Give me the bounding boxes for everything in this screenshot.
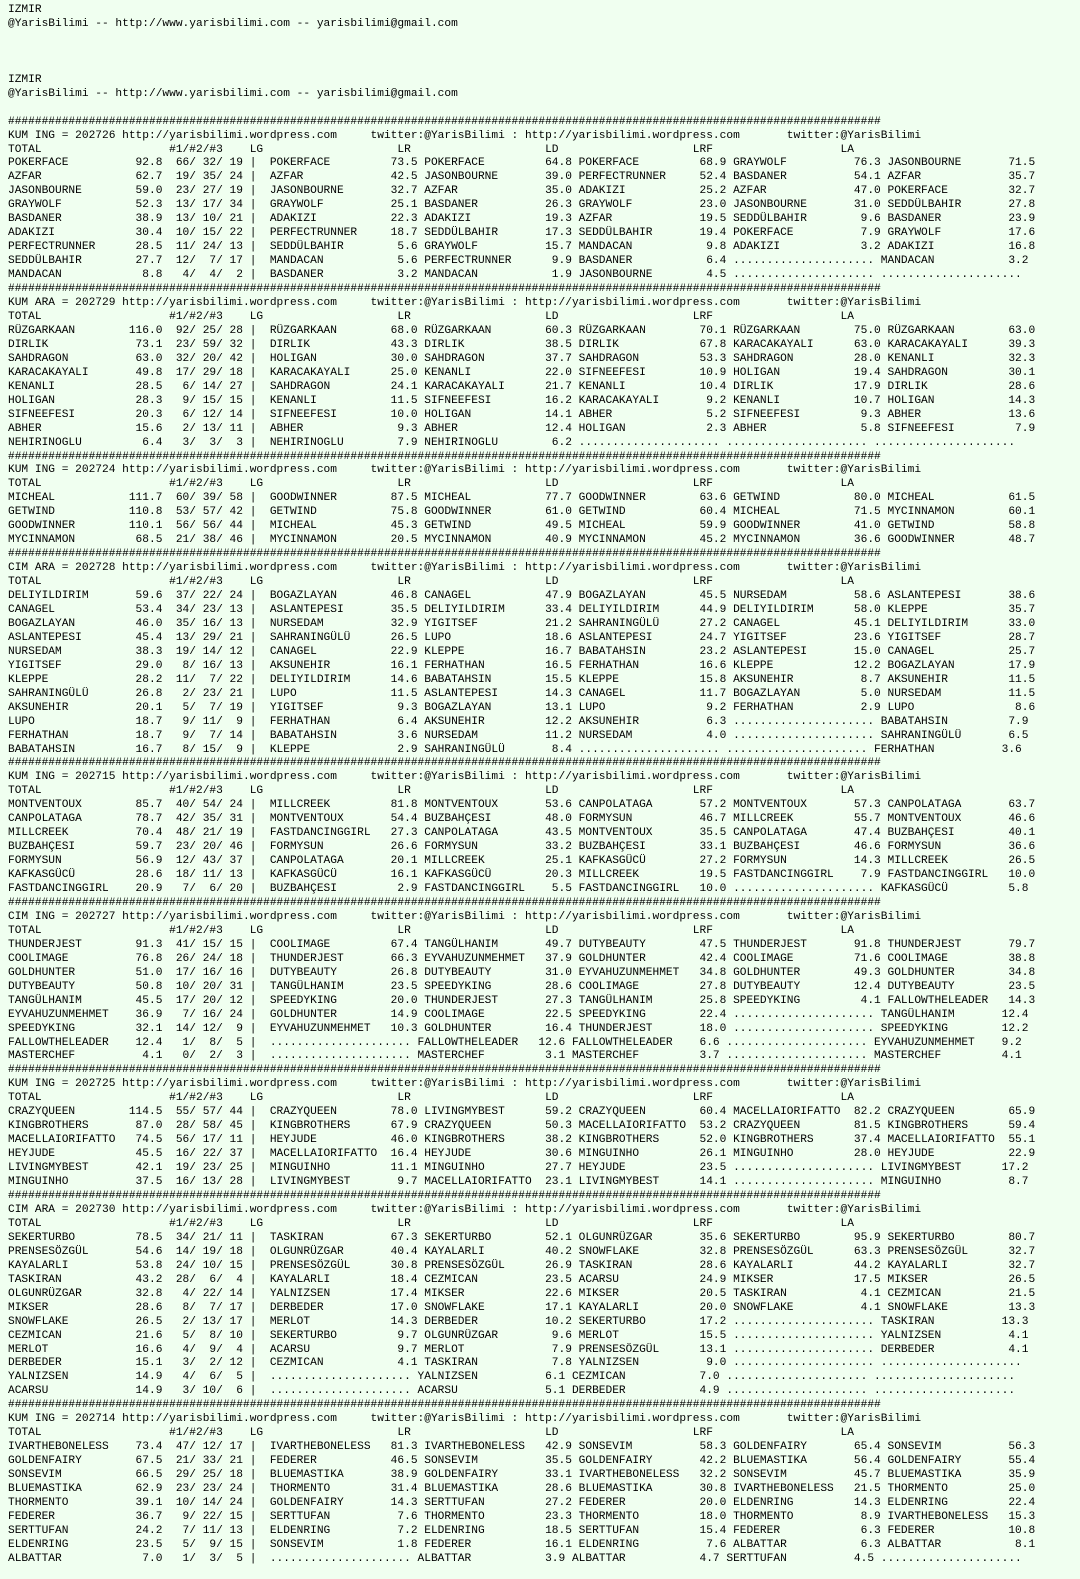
result-row: KENANLI 28.5 6/ 14/ 27 | SAHDRAGON 24.1 KARACAKAYALI 21.7 KENANLI 10.4 DIRLIK 17.9 DIRLIK 28.6 [8,380,1036,393]
result-row: SONSEVIM 66.5 29/ 25/ 18 | BLUEMASTIKA 38.9 GOLDENFAIRY 33.1 IVARTHEBONELESS 32.2 SONSEVIM 45.7 BLUEMASTIKA 35.9 [8,1469,1036,1482]
result-row: THUNDERJEST 91.3 41/ 15/ 15 | COOLIMAGE 67.4 TANGÜLHANIM 49.7 DUTYBEAUTY 47.5 THUNDERJEST 91.8 THUNDERJEST 79.7 [8,938,1036,951]
result-row: CANAGEL 53.4 34/ 23/ 13 | ASLANTEPESI 35.5 DELIYILDIRIM 33.4 DELIYILDIRIM 44.9 DELIYILDIRIM 58.0 KLEPPE 35.7 [8,603,1036,616]
result-row: ELDENRING 23.5 5/ 9/ 15 | SONSEVIM 1.8 FEDERER 16.1 ELDENRING 7.6 ALBATTAR 6.3 ALBATTAR 8.1 [8,1538,1036,1551]
result-row: GRAYWOLF 52.3 13/ 17/ 34 | GRAYWOLF 25.1 BASDANER 26.3 GRAYWOLF 23.0 JASONBOURNE 31.0 SEDDÜLBAHIR 27.8 [8,199,1036,212]
result-row: ACARSU 14.9 3/ 10/ 6 | ..................... ACARSU 5.1 DERBEDER 4.9 ..................... ..................... [8,1385,1016,1398]
column-header-row: TOTAL #1/#2/#3 LG LR LD LRF LA [8,1427,854,1440]
result-row: YALNIZSEN 14.9 4/ 6/ 5 | ..................... YALNIZSEN 6.1 CEZMICAN 7.0 ..................... ..................... [8,1371,1016,1384]
result-row: HEYJUDE 45.5 16/ 22/ 37 | MACELLAIORIFATTO 16.4 HEYJUDE 30.6 MINGUINHO 26.1 MINGUINHO 28.0 HEYJUDE 22.9 [8,1148,1036,1161]
result-row: ADAKIZI 30.4 10/ 15/ 22 | PERFECTRUNNER 18.7 SEDDÜLBAHIR 17.3 SEDDÜLBAHIR 19.4 POKERFACE 7.9 GRAYWOLF 17.6 [8,227,1036,240]
result-row: MONTVENTOUX 85.7 40/ 54/ 24 | MILLCREEK 81.8 MONTVENTOUX 53.6 CANPOLATAGA 57.2 MONTVENTOUX 57.3 CANPOLATAGA 63.7 [8,799,1036,812]
column-header-row: TOTAL #1/#2/#3 LG LR LD LRF LA [8,143,854,156]
result-row: FASTDANCINGGIRL 20.9 7/ 6/ 20 | BUZBAHÇESI 2.9 FASTDANCINGGIRL 5.5 FASTDANCINGGIRL 10.0 ..................... KAFKASGÜCÜ 5.8 [8,883,1029,896]
result-row: TANGÜLHANIM 45.5 17/ 20/ 12 | SPEEDYKING 20.0 THUNDERJEST 27.3 TANGÜLHANIM 25.8 SPEEDYKING 4.1 FALLOWTHELEADER 14.3 [8,994,1036,1007]
result-row: CANPOLATAGA 78.7 42/ 35/ 31 | MONTVENTOUX 54.4 BUZBAHÇESI 48.0 FORMYSUN 46.7 MILLCREEK 55.7 MONTVENTOUX 46.6 [8,813,1036,826]
result-row: KAYALARLI 53.8 24/ 10/ 15 | PRENSESÖZGÜL 30.8 PRENSESÖZGÜL 26.9 TASKIRAN 28.6 KAYALARLI 44.2 KAYALARLI 32.7 [8,1259,1036,1272]
header-contact: @YarisBilimi -- http://www.yarisbilimi.com -- yarisbilimi@gmail.com [8,17,458,30]
result-row: MINGUINHO 37.5 16/ 13/ 28 | LIVINGMYBEST 9.7 MACELLAIORIFATTO 23.1 LIVINGMYBEST 14.1 ..................... MINGUINHO 8.7 [8,1176,1029,1189]
result-row: GETWIND 110.8 53/ 57/ 42 | GETWIND 75.8 GOODWINNER 61.0 GETWIND 60.4 MICHEAL 71.5 MYCINNAMON 60.1 [8,506,1036,519]
blank-line [8,32,1080,46]
result-row: MERLOT 16.6 4/ 9/ 4 | ACARSU 9.7 MERLOT 7.9 PRENSESÖZGÜL 13.1 ..................... DERBEDER 4.1 [8,1343,1029,1356]
result-row: PRENSESÖZGÜL 54.6 14/ 19/ 18 | OLGUNRÜZGAR 40.4 KAYALARLI 40.2 SNOWFLAKE 32.8 PRENSESÖZGÜL 63.3 PRENSESÖZGÜL 32.7 [8,1245,1036,1258]
column-header-row: TOTAL #1/#2/#3 LG LR LD LRF LA [8,1217,854,1230]
column-header-row: TOTAL #1/#2/#3 LG LR LD LRF LA [8,924,854,937]
result-row: KLEPPE 28.2 11/ 7/ 22 | DELIYILDIRIM 14.6 BABATAHSIN 15.5 KLEPPE 15.8 AKSUNEHIR 8.7 AKSUNEHIR 11.5 [8,673,1036,686]
result-row: PERFECTRUNNER 28.5 11/ 24/ 13 | SEDDÜLBAHIR 5.6 GRAYWOLF 15.7 MANDACAN 9.8 ADAKIZI 3.2 ADAKIZI 16.8 [8,241,1036,254]
section-separator: ################################################################################################################################## [8,548,881,561]
result-row: MYCINNAMON 68.5 21/ 38/ 46 | MYCINNAMON 20.5 MYCINNAMON 40.9 MYCINNAMON 45.2 MYCINNAMON 36.6 GOODWINNER 48.7 [8,534,1036,547]
result-row: THORMENTO 39.1 10/ 14/ 24 | GOLDENFAIRY 14.3 SERTTUFAN 27.2 FEDERER 20.0 ELDENRING 14.3 ELDENRING 22.4 [8,1496,1036,1509]
result-row: BOGAZLAYAN 46.0 35/ 16/ 13 | NURSEDAM 32.9 YIGITSEF 21.2 SAHRANINGÜLÜ 27.2 CANAGEL 45.1 DELIYILDIRIM 33.0 [8,617,1036,630]
result-row: BABATAHSIN 16.7 8/ 15/ 9 | KLEPPE 2.9 SAHRANINGÜLÜ 8.4 ..................... ..................... FERHATHAN 3.6 [8,743,1022,756]
result-row: BUZBAHÇESI 59.7 23/ 20/ 46 | FORMYSUN 26.6 FORMYSUN 33.2 BUZBAHÇESI 33.1 BUZBAHÇESI 46.6 FORMYSUN 36.6 [8,841,1036,854]
result-row: MANDACAN 8.8 4/ 4/ 2 | BASDANER 3.2 MANDACAN 1.9 JASONBOURNE 4.5 ..................... ..................... [8,269,1022,282]
column-header-row: TOTAL #1/#2/#3 LG LR LD LRF LA [8,576,854,589]
column-header-row: TOTAL #1/#2/#3 LG LR LD LRF LA [8,1092,854,1105]
section-separator: ################################################################################################################################## [8,1064,881,1077]
result-row: SNOWFLAKE 26.5 2/ 13/ 17 | MERLOT 14.3 DERBEDER 10.2 SEKERTURBO 17.2 ..................... TASKIRAN 13.3 [8,1315,1029,1328]
blank-line [8,102,1080,116]
result-row: DUTYBEAUTY 50.8 10/ 20/ 31 | TANGÜLHANIM 23.5 SPEEDYKING 28.6 COOLIMAGE 27.8 DUTYBEAUTY 12.4 DUTYBEAUTY 23.5 [8,980,1036,993]
result-row: SAHDRAGON 63.0 32/ 20/ 42 | HOLIGAN 30.0 SAHDRAGON 37.7 SAHDRAGON 53.3 SAHDRAGON 28.0 KENANLI 32.3 [8,352,1036,365]
result-row: DERBEDER 15.1 3/ 2/ 12 | CEZMICAN 4.1 TASKIRAN 7.8 YALNIZSEN 9.0 ..................... ..................... [8,1357,1022,1370]
result-row: SIFNEEFESI 20.3 6/ 12/ 14 | SIFNEEFESI 10.0 HOLIGAN 14.1 ABHER 5.2 SIFNEEFESI 9.3 ABHER 13.6 [8,408,1036,421]
section-separator: ################################################################################################################################## [8,757,881,770]
result-row: MIKSER 28.6 8/ 7/ 17 | DERBEDER 17.0 SNOWFLAKE 17.1 KAYALARLI 20.0 SNOWFLAKE 4.1 SNOWFLAKE 13.3 [8,1301,1036,1314]
result-row: BASDANER 38.9 13/ 10/ 21 | ADAKIZI 22.3 ADAKIZI 19.3 AZFAR 19.5 SEDDÜLBAHIR 9.6 BASDANER 23.9 [8,213,1036,226]
result-row: COOLIMAGE 76.8 26/ 24/ 18 | THUNDERJEST 66.3 EYVAHUZUNMEHMET 37.9 GOLDHUNTER 42.4 COOLIMAGE 71.6 COOLIMAGE 38.8 [8,952,1036,965]
header-contact-repeat: @YarisBilimi -- http://www.yarisbilimi.com -- yarisbilimi@gmail.com [8,87,458,100]
result-row: JASONBOURNE 59.0 23/ 27/ 19 | JASONBOURNE 32.7 AZFAR 35.0 ADAKIZI 25.2 AZFAR 47.0 POKERFACE 32.7 [8,185,1036,198]
result-row: AKSUNEHIR 20.1 5/ 7/ 19 | YIGITSEF 9.3 BOGAZLAYAN 13.1 LUPO 9.2 FERHATHAN 2.9 LUPO 8.6 [8,701,1036,714]
column-header-row: TOTAL #1/#2/#3 LG LR LD LRF LA [8,785,854,798]
result-row: AZFAR 62.7 19/ 35/ 24 | AZFAR 42.5 JASONBOURNE 39.0 PERFECTRUNNER 52.4 BASDANER 54.1 AZFAR 35.7 [8,171,1036,184]
result-row: SAHRANINGÜLÜ 26.8 2/ 23/ 21 | LUPO 11.5 ASLANTEPESI 14.3 CANAGEL 11.7 BOGAZLAYAN 5.0 NURSEDAM 11.5 [8,687,1036,700]
result-row: POKERFACE 92.8 66/ 32/ 19 | POKERFACE 73.5 POKERFACE 64.8 POKERFACE 68.9 GRAYWOLF 76.3 JASONBOURNE 71.5 [8,157,1036,170]
result-row: SEKERTURBO 78.5 34/ 21/ 11 | TASKIRAN 67.3 SEKERTURBO 52.1 OLGUNRÜZGAR 35.6 SEKERTURBO 95.9 SEKERTURBO 80.7 [8,1231,1036,1244]
section-separator: ################################################################################################################################## [8,1399,881,1412]
blank-line [8,46,1080,60]
section-separator: ################################################################################################################################## [8,897,881,909]
header-city-repeat: IZMIR [8,73,42,86]
result-row: HOLIGAN 28.3 9/ 15/ 15 | KENANLI 11.5 SIFNEEFESI 16.2 KARACAKAYALI 9.2 KENANLI 10.7 HOLIGAN 14.3 [8,394,1036,407]
separator-top: ################################################################################################################################## [8,115,881,128]
result-row: OLGUNRÜZGAR 32.8 4/ 22/ 14 | YALNIZSEN 17.4 MIKSER 22.6 MIKSER 20.5 TASKIRAN 4.1 CEZMICAN 21.5 [8,1287,1036,1300]
result-row: CRAZYQUEEN 114.5 55/ 57/ 44 | CRAZYQUEEN 78.0 LIVINGMYBEST 59.2 CRAZYQUEEN 60.4 MACELLAIORIFATTO 82.2 CRAZYQUEEN 65.9 [8,1106,1036,1119]
result-row: KINGBROTHERS 87.0 28/ 58/ 45 | KINGBROTHERS 67.9 CRAZYQUEEN 50.3 MACELLAIORIFATTO 53.2 CRAZYQUEEN 81.5 KINGBROTHERS 59.4 [8,1120,1036,1133]
race-header: KUM ARA = 202729 http://yarisbilimi.wordpress.com twitter:@YarisBilimi : http://yarisbilimi.wordpress.com twitter:@YarisBilimi [8,297,922,310]
result-row: CEZMICAN 21.6 5/ 8/ 10 | SEKERTURBO 9.7 OLGUNRÜZGAR 9.6 MERLOT 15.5 ..................... YALNIZSEN 4.1 [8,1329,1029,1342]
result-row: MICHEAL 111.7 60/ 39/ 58 | GOODWINNER 87.5 MICHEAL 77.7 GOODWINNER 63.6 GETWIND 80.0 MICHEAL 61.5 [8,492,1036,505]
result-row: RÜZGARKAAN 116.0 92/ 25/ 28 | RÜZGARKAAN 68.0 RÜZGARKAAN 60.3 RÜZGARKAAN 70.1 RÜZGARKAAN 75.0 RÜZGARKAAN 63.0 [8,324,1036,337]
column-header-row: TOTAL #1/#2/#3 LG LR LD LRF LA [8,310,854,323]
column-header-row: TOTAL #1/#2/#3 LG LR LD LRF LA [8,478,854,491]
race-report-lines [8,130,1080,1567]
blank-line [8,60,1080,74]
race-header: CIM ING = 202727 http://yarisbilimi.wordpress.com twitter:@YarisBilimi : http://yarisbilimi.wordpress.com twitter:@YarisBilimi [8,910,922,923]
race-header: CIM ARA = 202728 http://yarisbilimi.wordpress.com twitter:@YarisBilimi : http://yarisbilimi.wordpress.com twitter:@YarisBilimi [8,562,922,575]
result-row: DELIYILDIRIM 59.6 37/ 22/ 24 | BOGAZLAYAN 46.8 CANAGEL 47.9 BOGAZLAYAN 45.5 NURSEDAM 58.6 ASLANTEPESI 38.6 [8,590,1036,603]
race-header: KUM ING = 202724 http://yarisbilimi.wordpress.com twitter:@YarisBilimi : http://yarisbilimi.wordpress.com twitter:@YarisBilimi [8,464,922,477]
result-row: EYVAHUZUNMEHMET 36.9 7/ 16/ 24 | GOLDHUNTER 14.9 COOLIMAGE 22.5 SPEEDYKING 22.4 ..................... TANGÜLHANIM 12.4 [8,1008,1029,1021]
result-row: NEHIRINOGLU 6.4 3/ 3/ 3 | NEHIRINOGLU 7.9 NEHIRINOGLU 6.2 ..................... ..................... ..................... [8,436,1016,449]
section-separator: ################################################################################################################################## [8,450,881,463]
result-row: NURSEDAM 38.3 19/ 14/ 12 | CANAGEL 22.9 KLEPPE 16.7 BABATAHSIN 23.2 ASLANTEPESI 15.0 CANAGEL 25.7 [8,645,1036,658]
result-row: GOODWINNER 110.1 56/ 56/ 44 | MICHEAL 45.3 GETWIND 49.5 MICHEAL 59.9 GOODWINNER 41.0 GETWIND 58.8 [8,520,1036,533]
result-row: YIGITSEF 29.0 8/ 16/ 13 | AKSUNEHIR 16.1 FERHATHAN 16.5 FERHATHAN 16.6 KLEPPE 12.2 BOGAZLAYAN 17.9 [8,659,1036,672]
result-row: LUPO 18.7 9/ 11/ 9 | FERHATHAN 6.4 AKSUNEHIR 12.2 AKSUNEHIR 6.3 ..................... BABATAHSIN 7.9 [8,715,1029,728]
result-row: MASTERCHEF 4.1 0/ 2/ 3 | ..................... MASTERCHEF 3.1 MASTERCHEF 3.7 ..................... MASTERCHEF 4.1 [8,1050,1022,1063]
result-row: GOLDHUNTER 51.0 17/ 16/ 16 | DUTYBEAUTY 26.8 DUTYBEAUTY 31.0 EYVAHUZUNMEHMET 34.8 GOLDHUNTER 49.3 GOLDHUNTER 34.8 [8,966,1036,979]
race-header: KUM ING = 202726 http://yarisbilimi.wordpress.com twitter:@YarisBilimi : http://yarisbilimi.wordpress.com twitter:@YarisBilimi [8,129,922,142]
result-row: DIRLIK 73.1 23/ 59/ 32 | DIRLIK 43.3 DIRLIK 38.5 DIRLIK 67.8 KARACAKAYALI 63.0 KARACAKAYALI 39.3 [8,338,1036,351]
result-row: FERHATHAN 18.7 9/ 7/ 14 | BABATAHSIN 3.6 NURSEDAM 11.2 NURSEDAM 4.0 ..................... SAHRANINGÜLÜ 6.5 [8,729,1029,742]
section-separator: ################################################################################################################################## [8,1190,881,1203]
race-header: KUM ING = 202714 http://yarisbilimi.wordpress.com twitter:@YarisBilimi : http://yarisbilimi.wordpress.com twitter:@YarisBilimi [8,1413,922,1426]
result-row: FALLOWTHELEADER 12.4 1/ 8/ 5 | ..................... FALLOWTHELEADER 12.6 FALLOWTHELEADER 6.6 ..................... EYVAHUZUNMEHMET 9.2 [8,1036,1022,1049]
result-row: BLUEMASTIKA 62.9 23/ 23/ 24 | THORMENTO 31.4 BLUEMASTIKA 28.6 BLUEMASTIKA 30.8 IVARTHEBONELESS 21.5 THORMENTO 25.0 [8,1483,1036,1496]
result-row: IVARTHEBONELESS 73.4 47/ 12/ 17 | IVARTHEBONELESS 81.3 IVARTHEBONELESS 42.9 SONSEVIM 58.3 GOLDENFAIRY 65.4 SONSEVIM 56.3 [8,1441,1036,1454]
result-row: ALBATTAR 7.0 1/ 3/ 5 | ..................... ALBATTAR 3.9 ALBATTAR 4.7 SERTTUFAN 4.5 ..................... [8,1552,1022,1565]
section-separator: ################################################################################################################################## [8,283,881,296]
race-header: KUM ING = 202715 http://yarisbilimi.wordpress.com twitter:@YarisBilimi : http://yarisbilimi.wordpress.com twitter:@YarisBilimi [8,771,922,784]
result-row: SEDDÜLBAHIR 27.7 12/ 7/ 17 | MANDACAN 5.6 PERFECTRUNNER 9.9 BASDANER 6.4 ..................... MANDACAN 3.2 [8,255,1029,268]
result-row: SERTTUFAN 24.2 7/ 11/ 13 | ELDENRING 7.2 ELDENRING 18.5 SERTTUFAN 15.4 FEDERER 6.3 FEDERER 10.8 [8,1524,1036,1537]
result-row: TASKIRAN 43.2 28/ 6/ 4 | KAYALARLI 18.4 CEZMICAN 23.5 ACARSU 24.9 MIKSER 17.5 MIKSER 26.5 [8,1273,1036,1286]
result-row: FEDERER 36.7 9/ 22/ 15 | SERTTUFAN 7.6 THORMENTO 23.3 THORMENTO 18.0 THORMENTO 8.9 IVARTHEBONELESS 15.3 [8,1510,1036,1523]
result-row: KAFKASGÜCÜ 28.6 18/ 11/ 13 | KAFKASGÜCÜ 16.1 KAFKASGÜCÜ 20.3 MILLCREEK 19.5 FASTDANCINGGIRL 7.9 FASTDANCINGGIRL 10.0 [8,869,1036,882]
race-header: KUM ING = 202725 http://yarisbilimi.wordpress.com twitter:@YarisBilimi : http://yarisbilimi.wordpress.com twitter:@YarisBilimi [8,1078,922,1091]
result-row: MILLCREEK 70.4 48/ 21/ 19 | FASTDANCINGGIRL 27.3 CANPOLATAGA 43.5 MONTVENTOUX 35.5 CANPOLATAGA 47.4 BUZBAHÇESI 40.1 [8,827,1036,840]
race-header: CIM ARA = 202730 http://yarisbilimi.wordpress.com twitter:@YarisBilimi : http://yarisbilimi.wordpress.com twitter:@YarisBilimi [8,1203,922,1216]
result-row: GOLDENFAIRY 67.5 21/ 33/ 21 | FEDERER 46.5 SONSEVIM 35.5 GOLDENFAIRY 42.2 BLUEMASTIKA 56.4 GOLDENFAIRY 55.4 [8,1455,1036,1468]
result-row: SPEEDYKING 32.1 14/ 12/ 9 | EYVAHUZUNMEHMET 10.3 GOLDHUNTER 16.4 THUNDERJEST 18.0 ..................... SPEEDYKING 12.2 [8,1022,1029,1035]
result-row: KARACAKAYALI 49.8 17/ 29/ 18 | KARACAKAYALI 25.0 KENANLI 22.0 SIFNEEFESI 10.9 HOLIGAN 19.4 SAHDRAGON 30.1 [8,366,1036,379]
result-row: ASLANTEPESI 45.4 13/ 29/ 21 | SAHRANINGÜLÜ 26.5 LUPO 18.6 ASLANTEPESI 24.7 YIGITSEF 23.6 YIGITSEF 28.7 [8,631,1036,644]
result-row: FORMYSUN 56.9 12/ 43/ 37 | CANPOLATAGA 20.1 MILLCREEK 25.1 KAFKASGÜCÜ 27.2 FORMYSUN 14.3 MILLCREEK 26.5 [8,855,1036,868]
header-city: IZMIR [8,4,42,16]
result-row: ABHER 15.6 2/ 13/ 11 | ABHER 9.3 ABHER 12.4 HOLIGAN 2.3 ABHER 5.8 SIFNEEFESI 7.9 [8,422,1036,435]
result-row: MACELLAIORIFATTO 74.5 56/ 17/ 11 | HEYJUDE 46.0 KINGBROTHERS 38.2 KINGBROTHERS 52.0 KINGBROTHERS 37.4 MACELLAIORIFATTO 55.1 [8,1134,1036,1147]
result-row: LIVINGMYBEST 42.1 19/ 23/ 25 | MINGUINHO 11.1 MINGUINHO 27.7 HEYJUDE 23.5 ..................... LIVINGMYBEST 17.2 [8,1162,1029,1175]
